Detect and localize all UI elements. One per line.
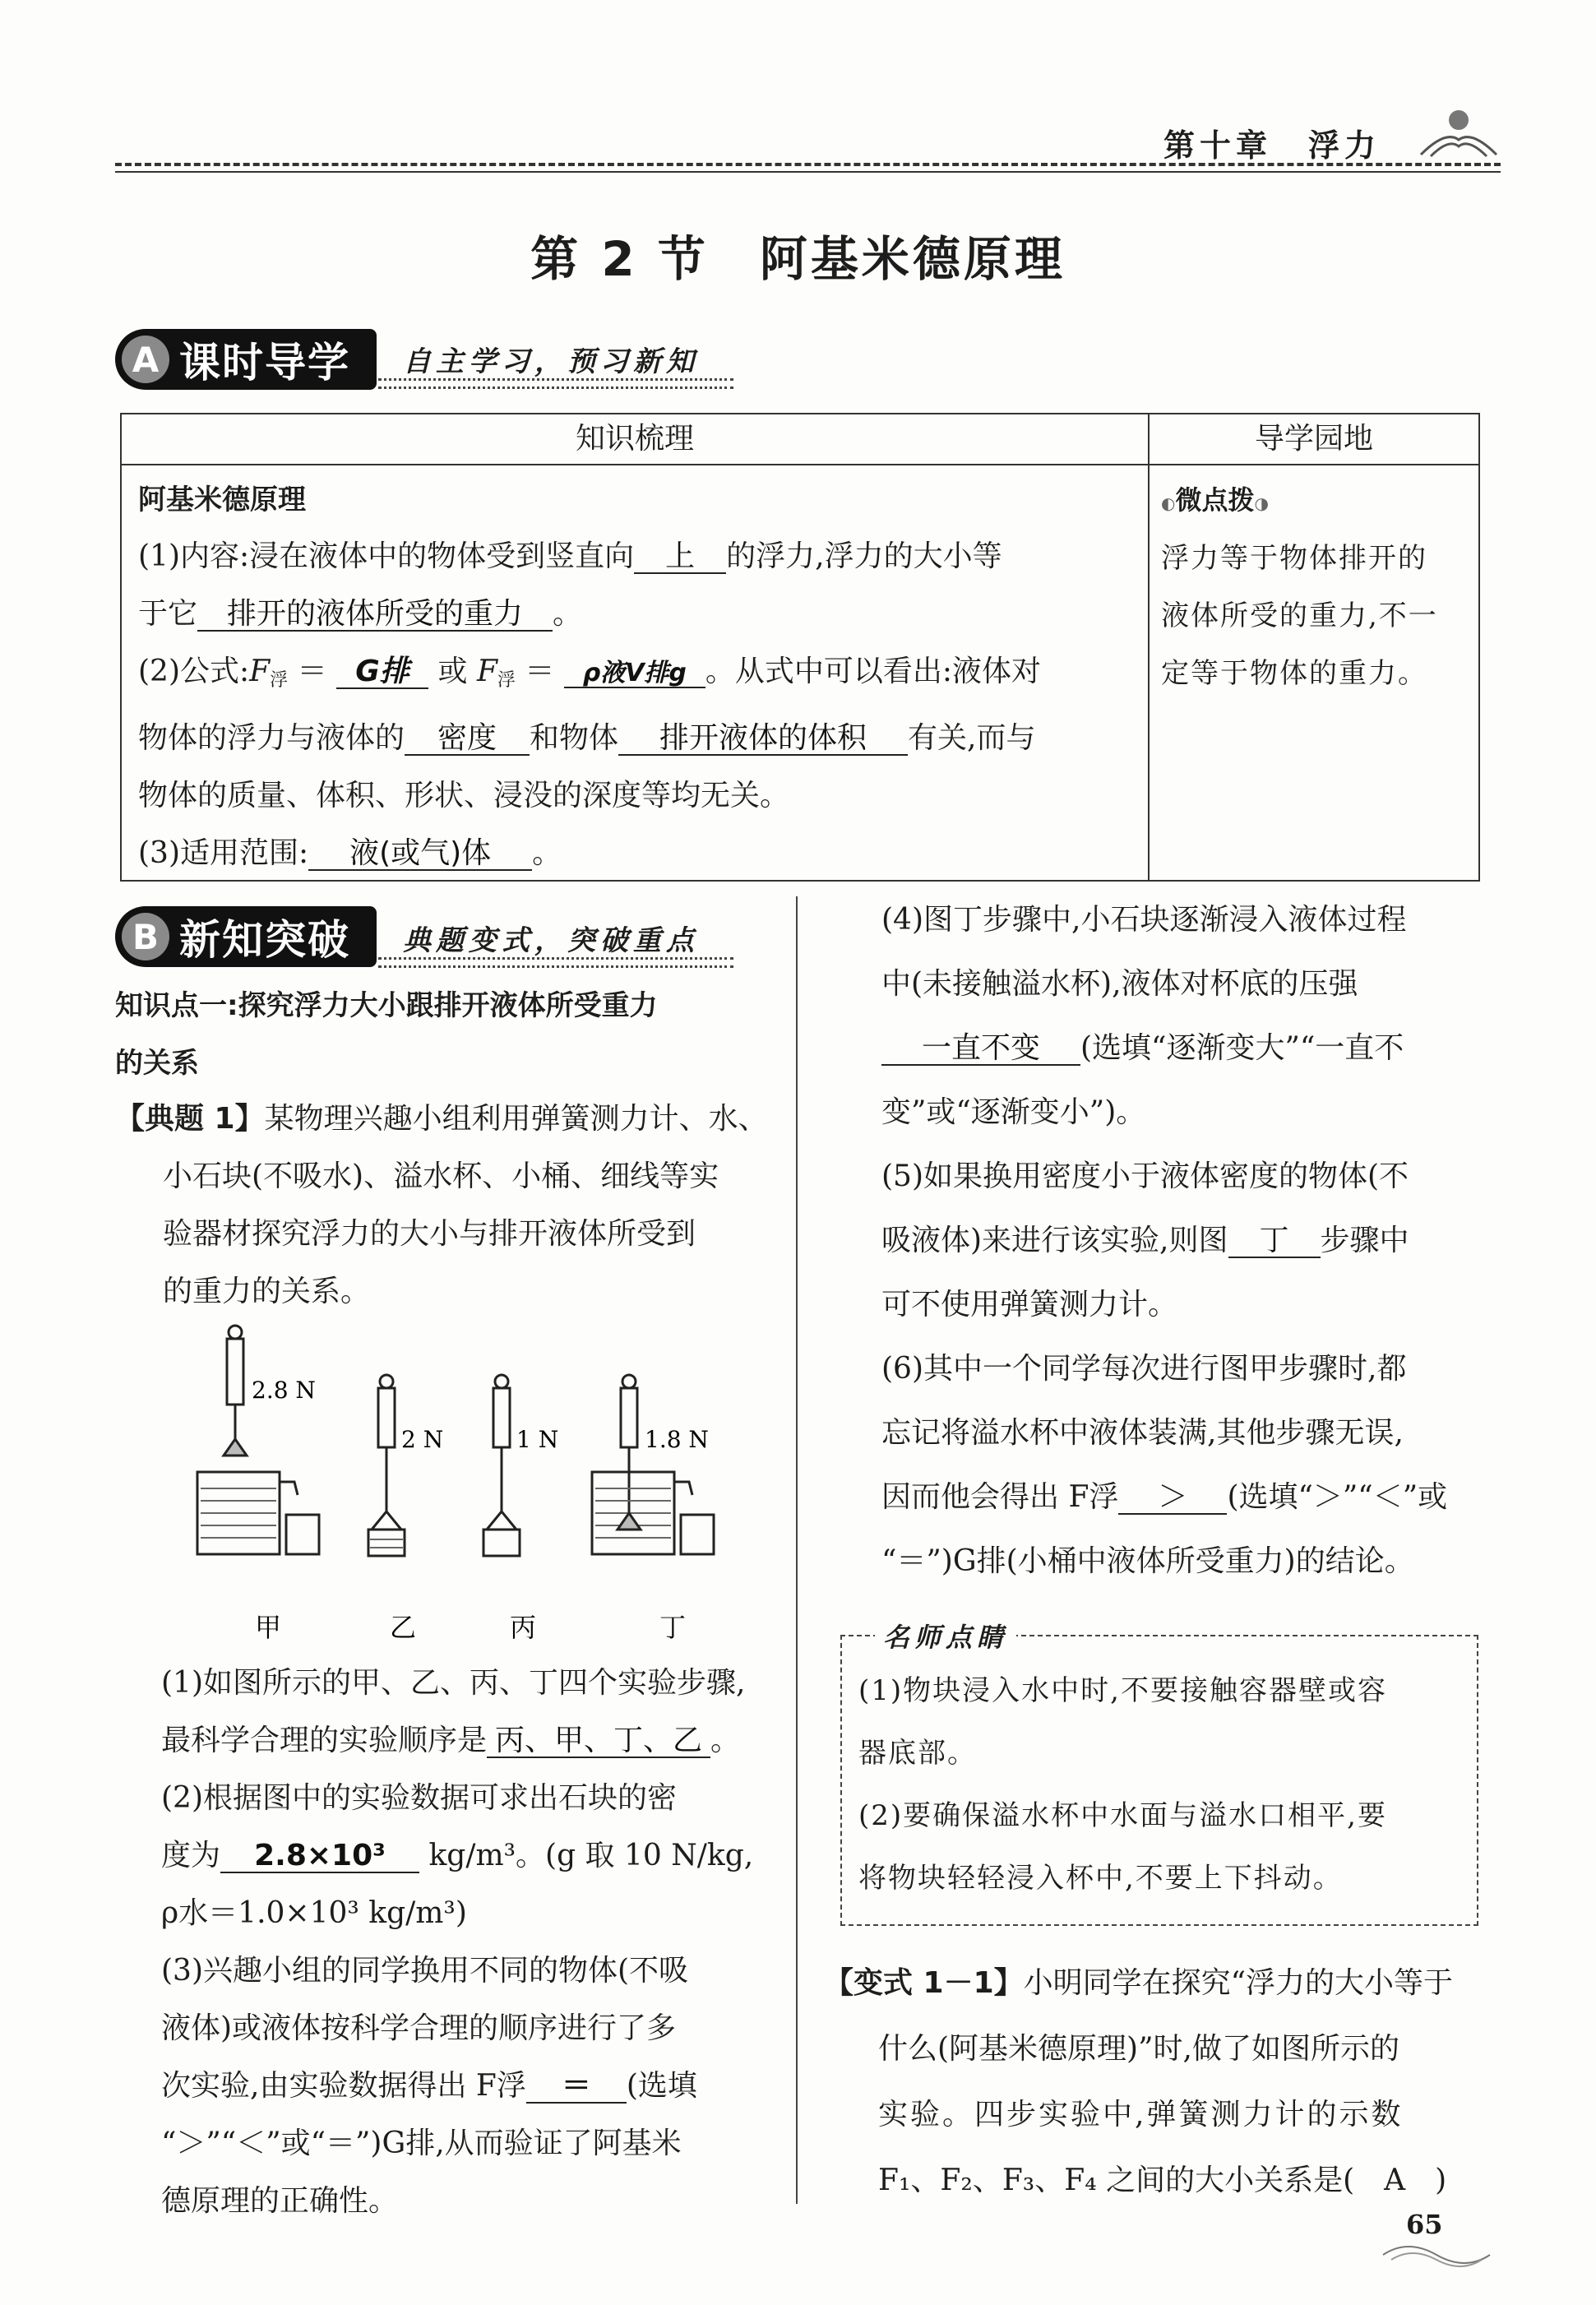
answer-upward: 上: [634, 541, 726, 574]
tip-right-icon: ◑: [1254, 493, 1269, 513]
header-rule: [115, 163, 1501, 166]
table-line-1: [138, 528, 1141, 586]
l3-or: 或: [437, 655, 468, 688]
answer-pressure: 一直不变: [881, 1033, 1080, 1066]
q3-line-3: 次实验,由实验数据得出 F浮: [161, 2069, 526, 2103]
decorative-ornament-icon: [1413, 105, 1503, 163]
q3-line-1: (3)兴趣小组的同学换用不同的物体(不吸: [161, 1954, 689, 1988]
q5-line-1: (5)如果换用密度小于液体密度的物体(不: [881, 1159, 1409, 1193]
example-1-label: 【典题 1】: [115, 1102, 265, 1136]
ex1-line-2: 小石块(不吸水)、溢水杯、小桶、细线等实: [163, 1159, 719, 1193]
l6-text-b: 。: [532, 836, 562, 870]
q3-line-5: 德原理的正确性。: [161, 2184, 399, 2218]
tips-line-4: 将物块轻轻浸入杯中,不要上下抖动。: [858, 1862, 1343, 1895]
l4-text-b: 有关,而与: [908, 721, 1036, 755]
answer-density-value: 2.8×10³: [220, 1840, 419, 1873]
l3-text-b: 。从式中可以看出:液体对: [705, 655, 1041, 688]
answer-density: 密度: [405, 723, 530, 756]
step-jia: [197, 1326, 319, 1554]
q4-line-4: 变”或“逐渐变小”)。: [881, 1095, 1146, 1129]
q2-unit: kg/m³。(g 取 10 N/kg,: [428, 1839, 754, 1872]
section-b-dots-2: [378, 965, 733, 968]
tip-line-3: 定等于物体的重力。: [1161, 657, 1427, 690]
reading-ding: 1.8 N: [645, 1426, 709, 1453]
var-line-4: F₁、F₂、F₃、F₄ 之间的大小关系是( A ): [878, 2164, 1447, 2197]
variant-label: 【变式 1－1】: [824, 1966, 1024, 2000]
table-line-2: [138, 586, 1141, 643]
knowledge-point-heading: [115, 977, 773, 1092]
step-ding: [592, 1375, 714, 1554]
q2-line-3: ρ水＝1.0×10³ kg/m³): [161, 1896, 467, 1930]
q5-line-2: 吸液体)来进行该实验,则图: [881, 1224, 1228, 1257]
l1-text-b: 的浮力,浮力的大小等: [726, 539, 1002, 573]
example-1: [115, 1090, 773, 1321]
table-col-guide: 导学园地: [1150, 414, 1478, 465]
section-b-dots: [378, 957, 733, 960]
tip-line-2: 液体所受的重力,不一: [1161, 599, 1438, 632]
section-a-dots-2: [378, 386, 733, 389]
q6-line-3b: (选填“＞”“＜”或: [1227, 1480, 1448, 1514]
reading-jia: 2.8 N: [252, 1377, 316, 1404]
section-b-badge: [115, 906, 377, 967]
label-ding: 丁: [659, 1612, 687, 1643]
table-line-6: [138, 825, 1141, 882]
l4-text: 物体的浮力与液体的: [138, 721, 405, 755]
q5-line-3: 可不使用弹簧测力计。: [881, 1288, 1178, 1321]
table-line-4: [138, 710, 1141, 767]
label-jia: 甲: [255, 1612, 282, 1643]
ex1-line-1: 某物理兴趣小组利用弹簧测力计、水、: [264, 1102, 768, 1136]
table-col-knowledge: 知识梳理: [122, 414, 1150, 465]
section-b-name: 新知突破: [179, 916, 350, 964]
tip-title: 微点拨: [1175, 484, 1255, 516]
q3-line-3b: (选填: [626, 2069, 697, 2103]
header-rule-solid: [115, 171, 1501, 173]
q2-line-1: (2)根据图中的实验数据可求出石块的密: [161, 1781, 677, 1815]
q6-line-1: (6)其中一个同学每次进行图甲步骤时,都: [881, 1352, 1407, 1386]
q1-line-1: (1)如图所示的甲、乙、丙、丁四个实验步骤,: [161, 1666, 746, 1700]
var-line-2: 什么(阿基米德原理)”时,做了如图所示的: [878, 2032, 1399, 2066]
kp-line-1: 知识点一:探究浮力大小跟排开液体所受重力: [115, 989, 658, 1022]
q6-line-4: “＝”)G排(小桶中液体所受重力)的结论。: [881, 1544, 1414, 1578]
answer-formula: ρ液V排g: [564, 660, 705, 688]
section-a-badge: [115, 329, 377, 390]
section-b-letter: B: [122, 913, 169, 960]
q5-line-2b: 步骤中: [1320, 1224, 1409, 1257]
question-1: [161, 1655, 778, 2230]
var-line-1: 小明同学在探究“浮力的大小等于: [1023, 1966, 1454, 2000]
answer-displaced-volume: 排开液体的体积: [618, 723, 908, 756]
table-divider: [1148, 464, 1150, 880]
table-line-5: 物体的质量、体积、形状、浸没的深度等均无关。: [138, 779, 790, 812]
step-yi: [368, 1375, 405, 1556]
variant-question: [824, 1951, 1490, 2214]
l1-text: (1)内容:浸在液体中的物体受到竖直向: [138, 539, 635, 573]
section-a-name: 课时导学: [179, 339, 350, 386]
l4-mid: 和物体: [530, 721, 619, 755]
section-a-subtitle: 自主学习，预习新知: [403, 345, 699, 378]
table-line-3: (2)公式$:F_浮 = G$排 或 $F_浮 = \rho$液V排g 。从式中可以看出:液体对: [138, 655, 1041, 691]
answer-g-displaced: G排: [336, 656, 428, 689]
knowledge-table: [120, 413, 1480, 882]
answer-step: 丁: [1228, 1225, 1321, 1258]
table-heading: 阿基米德原理: [138, 484, 306, 516]
q3-line-2: 液体)或液体按科学合理的顺序进行了多: [161, 2011, 677, 2045]
page-title: 第 2 节 阿基米德原理: [530, 231, 1066, 287]
experiment-figure: [189, 1324, 748, 1653]
table-tip-body: [1161, 474, 1473, 702]
section-b-subtitle: 典题变式，突破重点: [403, 924, 699, 957]
teacher-tips-box: [840, 1622, 1478, 1926]
answer-greater: ＞: [1118, 1482, 1227, 1515]
var-line-3: 实验。四步实验中,弹簧测力计的示数: [878, 2098, 1404, 2131]
label-yi: 乙: [390, 1612, 417, 1643]
label-bing: 丙: [510, 1612, 537, 1643]
step-bing: [483, 1375, 520, 1556]
footer-ornament-icon: [1375, 2238, 1498, 2271]
reading-bing: 1 N: [516, 1426, 559, 1453]
q6-line-3: 因而他会得出 F浮: [881, 1480, 1119, 1514]
tips-line-3: (2)要确保溢水杯中水面与溢水口相平,要: [858, 1799, 1387, 1832]
tips-body: [858, 1659, 1467, 1909]
tips-line-2: 器底部。: [858, 1737, 977, 1770]
l2-text-b: 。: [553, 597, 583, 631]
kp-line-2: 的关系: [115, 1047, 199, 1080]
q4-line-3: (选填“逐渐变大”“一直不: [1080, 1031, 1404, 1065]
questions-right: [881, 888, 1490, 1594]
l2-text: 于它: [138, 597, 198, 631]
q6-line-2: 忘记将溢水杯中液体装满,其他步骤无误,: [881, 1416, 1404, 1450]
tip-line-1: 浮力等于物体排开的: [1161, 542, 1427, 575]
q2-line-2: 度为: [161, 1839, 221, 1872]
q3-line-4: “＞”“＜”或“＝”)G排,从而验证了阿基米: [161, 2127, 682, 2160]
answer-displaced-weight: 排开的液体所受的重力: [197, 599, 553, 632]
l6-text: (3)适用范围:: [138, 836, 309, 870]
reading-yi: 2 N: [401, 1426, 444, 1453]
column-divider: [796, 896, 798, 2204]
answer-scope: 液(或气)体: [308, 838, 532, 871]
tips-line-1: (1)物块浸入水中时,不要接触容器壁或容: [858, 1674, 1387, 1707]
answer-equal: ＝: [526, 2071, 627, 2104]
q1-end: 。: [710, 1724, 741, 1757]
answer-order: 丙、甲、丁、乙: [487, 1725, 710, 1758]
q4-line-2: 中(未接触溢水杯),液体对杯底的压强: [881, 967, 1358, 1001]
section-a-letter: A: [122, 336, 169, 383]
q4-line-1: (4)图丁步骤中,小石块逐渐浸入液体过程: [881, 903, 1407, 937]
tips-title: 名师点睛: [875, 1617, 1016, 1655]
section-a-dots: [378, 378, 733, 381]
l3-text: (2)公式:: [138, 655, 250, 688]
tip-title-row: [1161, 474, 1473, 530]
q1-line-2: 最科学合理的实验顺序是: [161, 1724, 488, 1757]
tip-left-icon: ◐: [1161, 493, 1176, 513]
ex1-line-4: 的重力的关系。: [163, 1275, 371, 1308]
page-number: 65: [1406, 2209, 1443, 2240]
ex1-line-3: 验器材探究浮力的大小与排开液体所受到: [163, 1217, 696, 1251]
table-knowledge-body: [138, 472, 1141, 882]
chapter-title: 第十章 浮力: [1163, 127, 1381, 164]
